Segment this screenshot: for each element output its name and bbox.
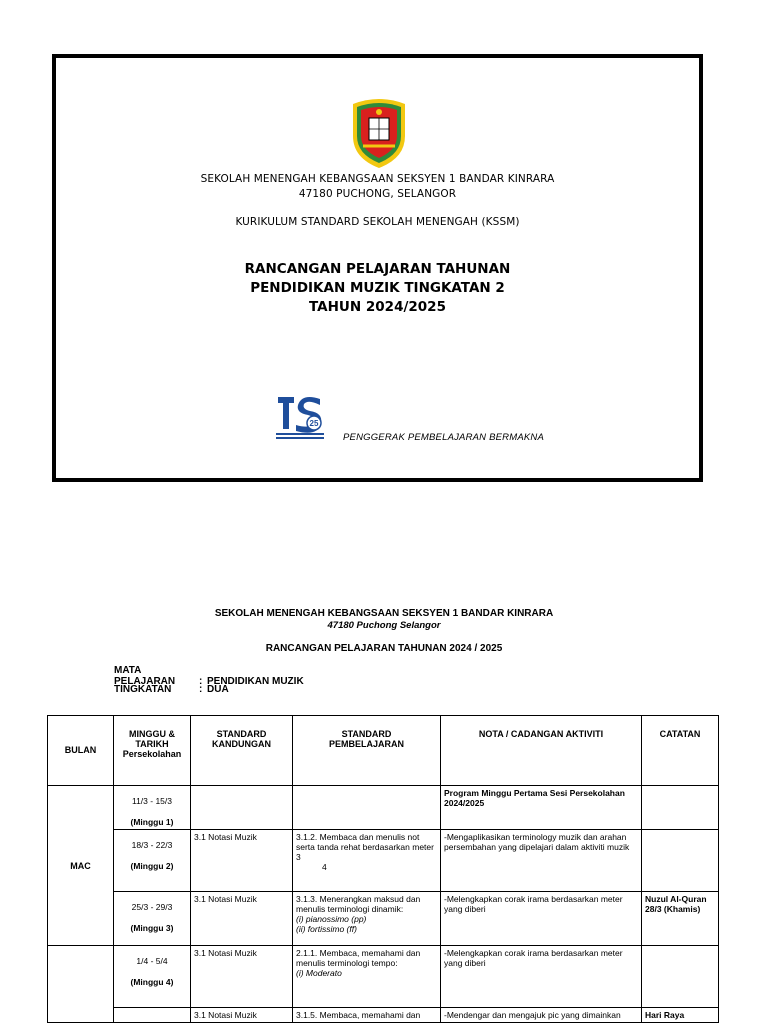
month-cell-empty [48, 946, 114, 1023]
table-row [48, 946, 719, 1008]
catatan-cell [642, 830, 719, 892]
col-header-sk [191, 716, 293, 786]
nota-cell: -Mendengar dan mengajuk pic yang dimainkan [441, 1008, 642, 1023]
col-header-catatan: CATATAN [642, 716, 719, 786]
month-cell: MAC [48, 786, 114, 946]
week-number: (Minggu 4) [130, 977, 174, 987]
week-number: (Minggu 2) [130, 861, 174, 871]
cover-school-address: 47180 PUCHONG, SELANGOR [298, 188, 457, 200]
table-row [48, 892, 719, 946]
week-date: 1/4 - 5/4 [136, 956, 168, 966]
meta-form-key: TINGKATAN [114, 684, 172, 695]
col-header-minggu [114, 716, 191, 786]
meta-subject-sep: : [199, 676, 203, 687]
meta-subject-key: MATA PELAJARAN [114, 665, 176, 687]
sp-cell [293, 786, 441, 830]
week-date: 18/3 - 22/3 [131, 840, 173, 850]
sk-cell [191, 786, 293, 830]
week-cell [114, 946, 191, 1008]
nota-cell: -Melengkapkan corak irama berdasarkan meter yang diberi [441, 946, 642, 1008]
ts25-logo-number: 25 [309, 419, 319, 428]
sp-text: 3.1.3. Menerangkan maksud dan menulis terminologi dinamik: [296, 894, 421, 914]
catatan-cell [642, 946, 719, 1008]
cover-title-line3: TAHUN 2024/2025 [309, 299, 446, 315]
sp-item-ii: (ii) fortissimo (ff) [296, 924, 357, 934]
sp-item-i: (i) pianossimo (pp) [296, 914, 367, 924]
sp-cell [293, 830, 441, 892]
table-row [48, 830, 719, 892]
week-cell [114, 786, 191, 830]
school-crest-logo [349, 96, 409, 170]
catatan-cell: Hari Raya [642, 1008, 719, 1023]
sp-meter-denominator: 4 [322, 862, 327, 872]
week-date: 11/3 - 15/3 [131, 796, 172, 806]
sp-text: 2.1.1. Membaca, memahami dan menulis terminologi tempo: [296, 948, 421, 968]
sp-cell [293, 892, 441, 946]
sp-text: 3.1.2. Membaca dan menulis not serta tanda rehat berdasarkan meter 3 [296, 832, 434, 862]
cover-school-name: SEKOLAH MENENGAH KEBANGSAAN SEKSYEN 1 BANDAR KINRARA [200, 173, 555, 185]
col-header-minggu-a: MINGGU & [129, 729, 175, 739]
table-row [48, 786, 719, 830]
week-number: (Minggu 3) [130, 923, 174, 933]
sk-cell: 3.1 Notasi Muzik [191, 1008, 293, 1023]
meta-form-value: DUA [207, 684, 229, 695]
page-school-address: 47180 Puchong Selangor [327, 620, 441, 631]
week-date: 25/3 - 29/3 [131, 902, 173, 912]
col-header-sp-b: PEMBELAJARAN [328, 739, 404, 749]
nota-cell: Program Minggu Pertama Sesi Persekolahan 2024/2025 [441, 786, 642, 830]
col-header-sk-a: STANDARD [216, 729, 267, 739]
meta-form-sep: : [199, 684, 203, 695]
sp-cell: 3.1.5. Membaca, memahami dan [293, 1008, 441, 1023]
col-header-bulan: BULAN [48, 716, 114, 786]
ts25-logo [274, 391, 326, 441]
table-row [48, 1008, 719, 1023]
week-cell [114, 830, 191, 892]
col-header-nota: NOTA / CADANGAN AKTIVITI [441, 716, 642, 786]
col-header-sp [293, 716, 441, 786]
nota-cell: -Mengaplikasikan terminology muzik dan arahan persembahan yang dipelajari dalam aktiviti muzik [441, 830, 642, 892]
col-header-sp-a: STANDARD [341, 729, 392, 739]
col-header-minggu-c: Persekolahan [122, 749, 182, 759]
week-cell [114, 1008, 191, 1023]
cover-title-line2: PENDIDIKAN MUZIK TINGKATAN 2 [250, 280, 505, 296]
sp-item-i: (i) Moderato [296, 968, 342, 978]
cover-title-line1: RANCANGAN PELAJARAN TAHUNAN [244, 261, 511, 277]
catatan-cell: Nuzul Al-Quran 28/3 (Khamis) [642, 892, 719, 946]
week-number: (Minggu 1) [130, 817, 174, 827]
sk-cell: 3.1 Notasi Muzik [191, 892, 293, 946]
sp-cell [293, 946, 441, 1008]
page-plan-title: RANCANGAN PELAJARAN TAHUNAN 2024 / 2025 [265, 643, 503, 654]
meta-form [114, 684, 229, 695]
col-header-minggu-b: TARIKH [135, 739, 169, 749]
lesson-plan-table [47, 715, 719, 1023]
col-header-sk-b: KANDUNGAN [212, 739, 271, 749]
catatan-cell [642, 786, 719, 830]
table-header-row [48, 716, 719, 786]
cover-box [52, 54, 703, 482]
week-cell [114, 892, 191, 946]
cover-curriculum: KURIKULUM STANDARD SEKOLAH MENENGAH (KSSM) [235, 216, 520, 228]
nota-cell: -Melengkapkan corak irama berdasarkan meter yang diberi [441, 892, 642, 946]
meta-subject-value: PENDIDIKAN MUZIK [207, 676, 304, 687]
sk-cell: 3.1 Notasi Muzik [191, 830, 293, 892]
cover-tagline: PENGGERAK PEMBELAJARAN BERMAKNA [343, 432, 545, 443]
sk-cell: 3.1 Notasi Muzik [191, 946, 293, 1008]
page-school-name: SEKOLAH MENENGAH KEBANGSAAN SEKSYEN 1 BANDAR KINRARA [214, 608, 554, 619]
